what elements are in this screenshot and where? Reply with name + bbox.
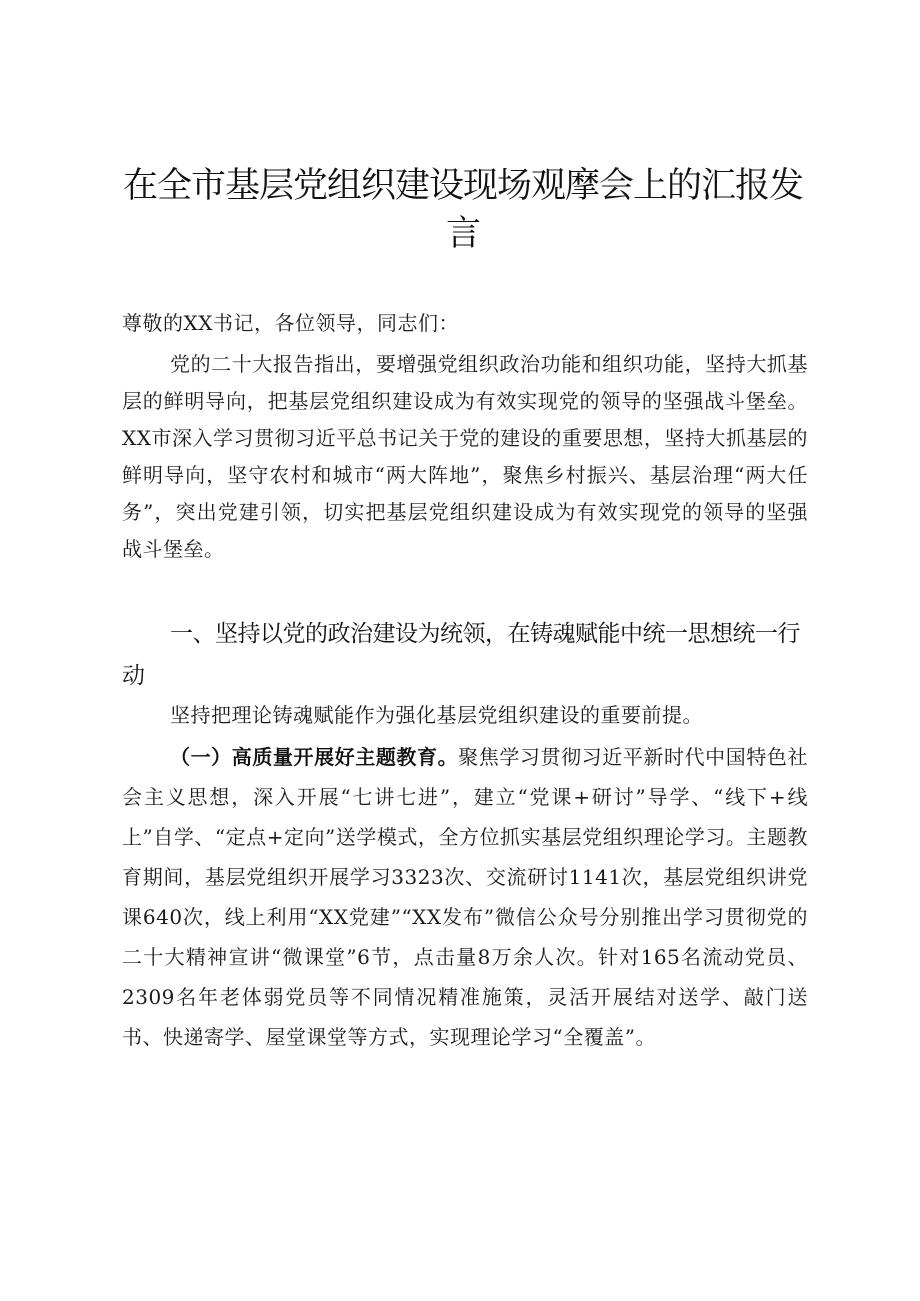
paragraph-section-1-lead: 坚持把理论铸魂赋能作为强化基层党组织建设的重要前提。: [170, 703, 703, 727]
document-title: 在全市基层党组织建设现场观摩会上的汇报发言: [122, 166, 803, 254]
paragraph-intro: 党的二十大报告指出，要增强党组织政治功能和组织功能，坚持大抓基层的鲜明导向，把基层党组织建设成为有效实现党的领导的坚强战斗堡垒。XX市深入学习贯彻习近平总书记关于党的建设的重要思想，坚持大抓基层的鲜明导向，坚守农村和城市“两大阵地”，聚焦乡村振兴、基层治理“两大任务”，突出党建引领，切实把基层党组织建设成为有效实现党的领导的坚强战斗堡垒。: [122, 352, 808, 561]
subsection-heading-1: （一）高质量开展好主题教育。: [170, 745, 459, 769]
section-heading-1: 一、坚持以党的政治建设为统领，在铸魂赋能中统一思想统一行动: [122, 621, 800, 689]
salutation: 尊敬的XX书记，各位领导，同志们：: [122, 311, 459, 335]
subsection-body-1: 聚焦学习贯彻习近平新时代中国特色社会主义思想，深入开展“七讲七进”，建立“党课+研讨”导学、“线下+线上”自学、“定点+定向”送学模式，全方位抓实基层党组织理论学习。主题教育期间，基层党组织开展学习3323次、交流研讨1141次，基层党组织讲党课640次，线上利用“XX党建”“XX发布”微信公众号分别推出学习贯彻党的二十大精神宣讲“微课堂”6节，点击量8万余人次。针对165名流动党员、2309名年老体弱党员等不同情况精准施策，灵活开展结对送学、敲门送书、快递寄学、屋堂课堂等方式，实现理论学习“全覆盖”。: [122, 745, 809, 1049]
paragraph-subsection-1: [122, 737, 808, 1057]
